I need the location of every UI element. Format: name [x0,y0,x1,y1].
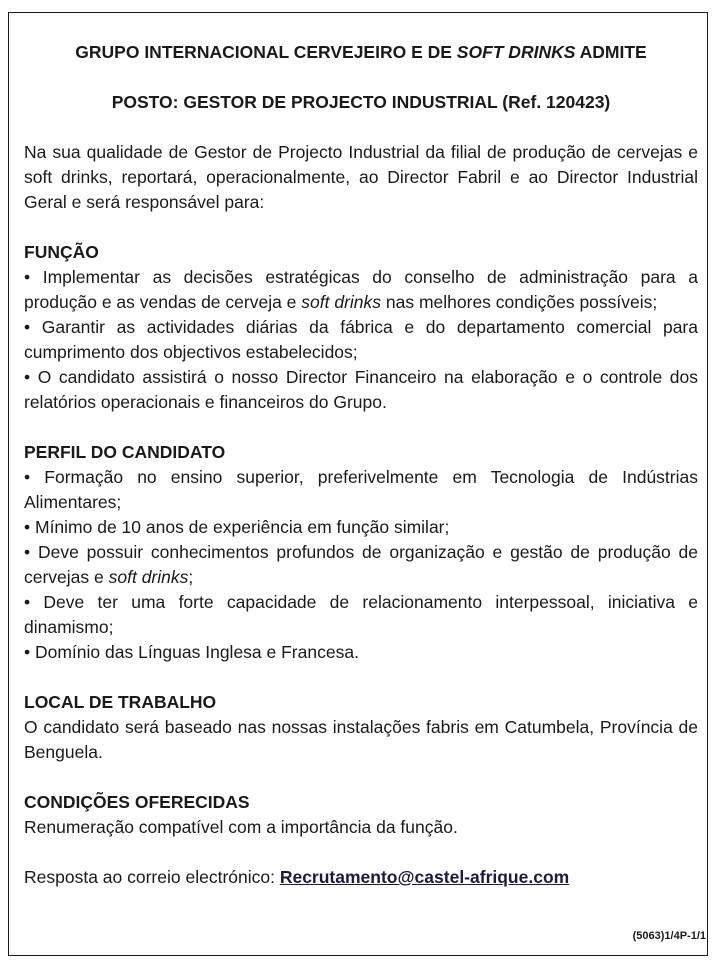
section-title-perfil: PERFIL DO CANDIDATO [24,442,226,462]
contact-label: Resposta ao correio electrónico: [24,867,280,887]
contact-line [24,865,698,890]
section-title-local: LOCAL DE TRABALHO [24,692,217,712]
perfil-bullet-5: • Domínio das Línguas Inglesa e Francesa. [24,642,359,662]
condicoes-text: Renumeração compatível com a importância da função. [24,817,458,837]
funcao-bullet-1-suffix: nas melhores condições possíveis; [381,292,658,312]
contact-email-link[interactable]: Recrutamento@castel-afrique.com [279,867,570,887]
perfil-bullet-3-suffix: ; [188,567,194,587]
local-text: O candidato será baseado nas nossas instalações fabris em Catumbela, Província de Benguela. [24,717,698,762]
ad-title-suffix: ADMITE [575,42,647,62]
reference-code: (5063)1/4P-1/1 [632,930,706,942]
section-title-funcao: FUNÇÃO [24,242,99,262]
funcao-bullet-3: • O candidato assistirá o nosso Director Financeiro na elaboração e o controle dos relatórios operacionais e financeiros do Grupo. [24,367,698,412]
perfil-bullet-1: • Formação no ensino superior, preferivelmente em Tecnologia de Indústrias Alimentares; [24,467,698,512]
perfil-bullet-3-text: • Deve possuir conhecimentos profundos de organização e gestão de produção de cervejas e [24,542,698,587]
perfil-bullet-2: • Mínimo de 10 anos de experiência em função similar; [24,517,450,537]
perfil-bullet-3-emphasis: soft drinks [108,567,189,587]
perfil-bullet-4: • Deve ter uma forte capacidade de relacionamento interpessoal, iniciativa e dinamismo; [24,592,698,637]
ad-title [24,40,698,64]
funcao-bullet-2: • Garantir as actividades diárias da fábrica e do departamento comercial para cumprimento dos objectivos estabelecidos; [24,317,698,362]
intro-paragraph: Na sua qualidade de Gestor de Projecto Industrial da filial de produção de cervejas e soft drinks, reportará, operacionalmente, ao Director Fabril e ao Director Industrial Geral e será responsável para: [24,142,698,212]
job-ad [24,40,698,890]
ad-title-emphasis: SOFT DRINKS [456,42,576,62]
funcao-bullet-1-text: • Implementar as decisões estratégicas do conselho de administração para a produção e as vendas de cerveja e [24,267,698,312]
ad-title-text: GRUPO INTERNACIONAL CERVEJEIRO E DE [75,42,457,62]
section-title-condicoes: CONDIÇÕES OFERECIDAS [24,792,250,812]
funcao-bullet-1 [24,265,698,315]
funcao-bullet-1-emphasis: soft drinks [301,292,382,312]
position-title: POSTO: GESTOR DE PROJECTO INDUSTRIAL (Ref. 120423) [111,92,611,112]
perfil-bullet-3 [24,540,698,590]
